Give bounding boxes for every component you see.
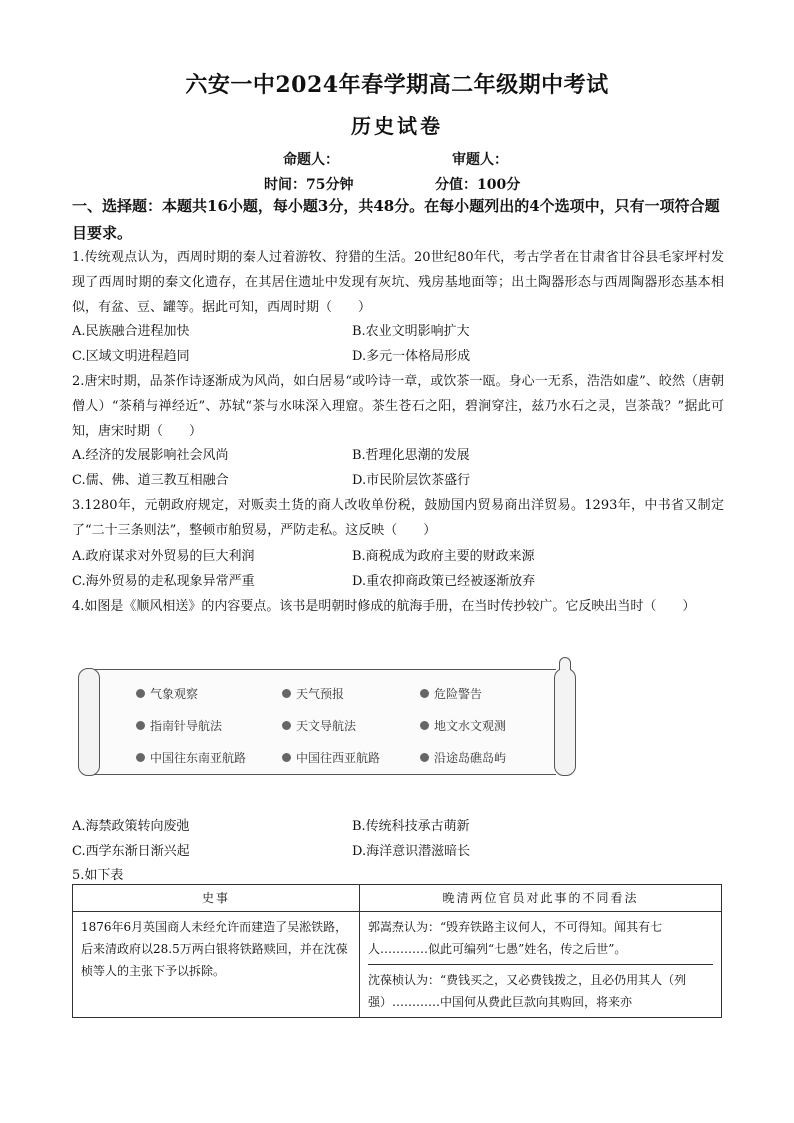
table-cell-event (73, 912, 360, 1018)
bullet-dot-icon (136, 689, 145, 698)
exam-subtitle: 历史试卷 (351, 114, 443, 138)
scroll-item: 天气预报 (282, 685, 344, 702)
scroll-item: 气象观察 (136, 685, 198, 702)
bullet-dot-icon (282, 753, 291, 762)
question-1-stem: 1.传统观点认为，西周时期的秦人过着游牧、狩猎的生活。20世纪80年代，考古学者在甘肃省甘谷县毛家坪村发现了西周时期的秦文化遗存，在其居住遗址中发现有灰坑、残房基地面等；出土陶器形态与西周陶器形态基本相似，有盆、豆、罐等。据此可知，西周时期（ ） (72, 250, 724, 315)
time-label: 时间：75分钟 (264, 177, 354, 193)
question-2-option-a[interactable]: A.经济的发展影响社会风尚 (72, 448, 229, 463)
scroll-right-roll (554, 668, 576, 776)
scroll-item: 中国往东南亚航路 (136, 749, 246, 766)
question-3-stem: 3.1280年，元朝政府规定，对贩卖土货的商人改收单份税，鼓励国内贸易商出洋贸易。1293年，中书省又制定了“二十三条则法”，整顿市舶贸易，严防走私。这反映（ ） (72, 498, 724, 538)
question-1-option-b[interactable]: B.农业文明影响扩大 (352, 324, 470, 339)
question-5-stem: 5.如下表 (72, 868, 124, 883)
question-5-table (72, 884, 722, 1018)
bullet-dot-icon (282, 689, 291, 698)
question-4-option-d[interactable]: D.海洋意识潜滋暗长 (352, 844, 471, 859)
proposer-label: 命题人： (283, 152, 339, 168)
bullet-dot-icon (136, 753, 145, 762)
score-label: 分值：100分 (435, 177, 521, 193)
table-header-views: 晚清两位官员对此事的不同看法 (360, 885, 722, 912)
question-3-option-d[interactable]: D.重农抑商政策已经被逐渐放弃 (352, 574, 536, 589)
table-cell-views (360, 912, 722, 1018)
question-2-option-c[interactable]: C.儒、佛、道三教互相融合 (72, 473, 229, 488)
event-text: 1876年6月英国商人未经允许而建造了吴淞铁路，后来清政府以28.5万两白银将铁路赎回，并在沈葆桢等人的主张下予以拆除。 (81, 920, 348, 978)
question-4-stem: 4.如图是《顺风相送》的内容要点。该书是明朝时修成的航海手册，在当时传抄较广。它反映出当时（ ） (72, 599, 696, 614)
scroll-item: 中国往西亚航路 (282, 749, 380, 766)
section-heading: 一、选择题：本题共16小题，每小题3分，共48分。在每小题列出的4个选项中，只有一项符合题目要求。 (72, 197, 720, 242)
bullet-dot-icon (282, 721, 291, 730)
question-3-option-a[interactable]: A.政府谋求对外贸易的巨大利润 (72, 549, 255, 564)
question-2-stem: 2.唐宋时期，品茶作诗逐渐成为风尚，如白居易“或吟诗一章，或饮茶一瓯。身心一无系，浩浩如虚”、皎然（唐朝僧人）“茶稍与禅经近”、苏轼“茶与水味深入理窟。茶生苍石之阳，碧涧穿注，兹乃水石之灵，岂茶哉？”据此可知，唐宋时期（ ） (72, 374, 724, 439)
question-4-option-c[interactable]: C.西学东渐日渐兴起 (72, 844, 190, 859)
view-guo-songtao: 郭嵩焘认为：“毁弃铁路主议何人，不可得知。闻其有七人…………似此可编列“七愚”姓名，传之后世”。 (368, 920, 663, 956)
question-3-option-b[interactable]: B.商税成为政府主要的财政来源 (352, 549, 535, 564)
question-4-option-a[interactable]: A.海禁政策转向废弛 (72, 819, 190, 834)
bullet-dot-icon (420, 753, 429, 762)
table-header-row (73, 885, 722, 912)
question-1-option-c[interactable]: C.区域文明进程趋同 (72, 349, 190, 364)
scroll-left-roll (78, 668, 100, 776)
scroll-item: 天文导航法 (282, 717, 356, 734)
scroll-item: 危险警告 (420, 685, 482, 702)
bullet-dot-icon (420, 721, 429, 730)
scroll-item: 指南针导航法 (136, 717, 222, 734)
question-1-option-d[interactable]: D.多元一体格局形成 (352, 349, 471, 364)
table-header-event: 史事 (73, 885, 360, 912)
exam-title: 六安一中2024年春学期高二年级期中考试 (185, 72, 609, 98)
scroll-item: 沿途岛礁岛屿 (420, 749, 506, 766)
bullet-dot-icon (136, 721, 145, 730)
bullet-dot-icon (420, 689, 429, 698)
reviewer-label: 审题人： (452, 152, 508, 168)
question-2-option-b[interactable]: B.哲理化思潮的发展 (352, 448, 470, 463)
scroll-item: 地文水文观测 (420, 717, 506, 734)
scroll-figure (74, 655, 579, 783)
question-3-option-c[interactable]: C.海外贸易的走私现象异常严重 (72, 574, 255, 589)
table-row (73, 912, 722, 1018)
question-4-option-b[interactable]: B.传统科技承古萌新 (352, 819, 470, 834)
question-1-option-a[interactable]: A.民族融合进程加快 (72, 324, 190, 339)
view-shen-baozhen: 沈葆桢认为：“费钱买之，又必费钱拨之，且必仍用其人（列强）…………中国何从费此巨款向其购回，将来亦 (368, 964, 713, 1017)
question-2-option-d[interactable]: D.市民阶层饮茶盛行 (352, 473, 471, 488)
